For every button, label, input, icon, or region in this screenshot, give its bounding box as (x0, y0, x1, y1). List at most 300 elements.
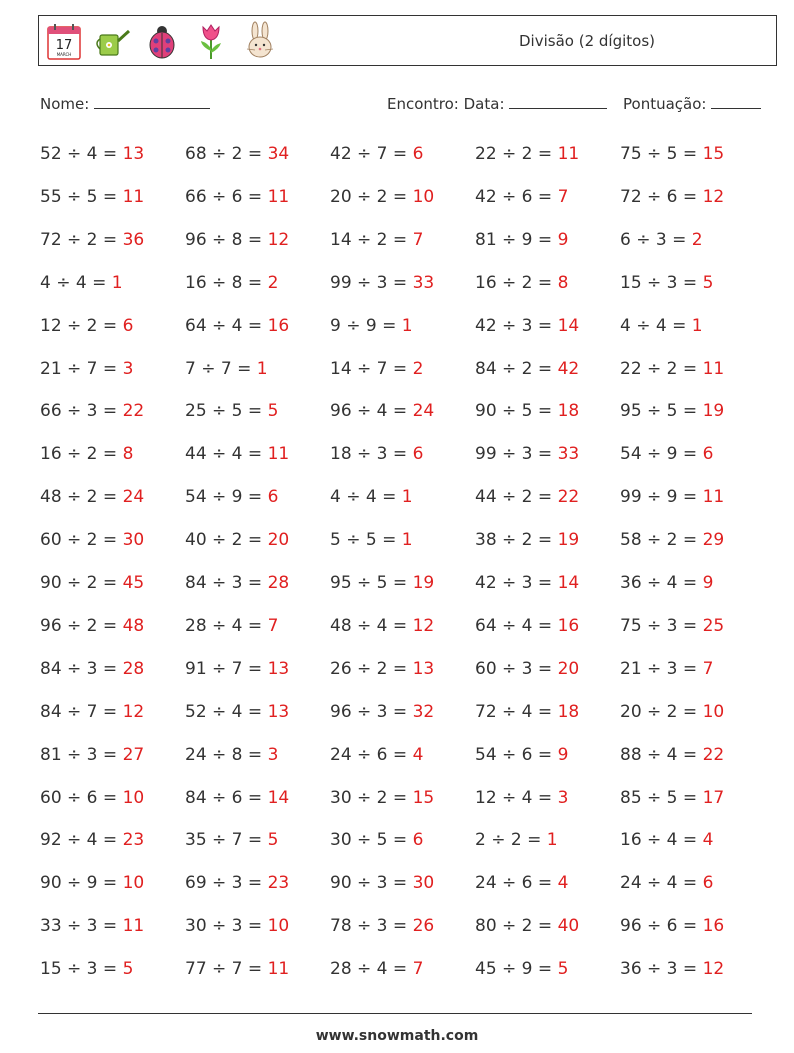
problem-answer: 3 (122, 358, 134, 379)
problem-answer: 1 (401, 487, 413, 508)
problem-item (330, 134, 423, 174)
problem-row (40, 863, 770, 903)
problem-question: 78 ÷ 3 = (330, 916, 413, 937)
problem-question: 96 ÷ 6 = (620, 916, 703, 937)
problem-answer: 11 (122, 186, 145, 207)
problem-answer: 6 (267, 487, 279, 508)
problem-answer: 36 (122, 229, 145, 250)
problem-answer: 19 (412, 573, 435, 593)
score-field (623, 94, 761, 113)
problem-answer: 16 (702, 916, 725, 937)
problem-question: 12 ÷ 2 = (40, 315, 123, 336)
problem-item (330, 306, 413, 346)
problem-question: 38 ÷ 2 = (475, 530, 558, 551)
problem-item (185, 349, 268, 389)
problem-answer: 6 (412, 444, 424, 465)
problem-item (475, 563, 579, 603)
problem-item (185, 863, 289, 903)
problem-answer: 42 (557, 358, 580, 379)
problem-answer: 28 (267, 573, 290, 593)
problem-item (620, 434, 713, 474)
problem-answer: 7 (412, 959, 424, 980)
problem-question: 15 ÷ 3 = (620, 272, 703, 293)
name-blank[interactable] (94, 94, 210, 109)
problem-row (40, 349, 770, 389)
problem-item (330, 606, 434, 646)
problem-answer: 13 (267, 658, 290, 679)
problem-answer: 6 (412, 830, 424, 851)
problem-item (620, 177, 724, 217)
problem-question: 12 ÷ 4 = (475, 787, 558, 808)
problem-question: 84 ÷ 3 = (40, 658, 123, 679)
problem-item (40, 220, 144, 260)
problem-answer: 8 (122, 444, 134, 465)
problem-answer: 5 (267, 401, 279, 422)
problem-item (185, 906, 289, 946)
problem-question: 7 ÷ 7 = (185, 358, 257, 379)
problem-answer: 20 (557, 658, 580, 679)
problem-item (40, 906, 144, 946)
problem-answer: 18 (557, 401, 580, 422)
problem-answer: 1 (401, 530, 413, 551)
problem-item (40, 391, 144, 431)
problem-row (40, 820, 770, 860)
problem-answer: 6 (412, 144, 424, 164)
problem-question: 52 ÷ 4 = (185, 701, 268, 722)
problem-question: 45 ÷ 9 = (475, 959, 558, 980)
problem-item (185, 434, 289, 474)
problem-item (620, 220, 703, 260)
problem-item (475, 263, 568, 303)
problem-answer: 32 (412, 701, 435, 722)
problem-answer: 19 (702, 401, 725, 422)
problem-item (185, 177, 289, 217)
problem-item (620, 349, 724, 389)
problem-item (40, 263, 123, 303)
problem-question: 68 ÷ 2 = (185, 144, 268, 164)
problem-question: 5 ÷ 5 = (330, 530, 402, 551)
problem-question: 96 ÷ 3 = (330, 701, 413, 722)
problem-question: 16 ÷ 2 = (475, 272, 558, 293)
problem-answer: 1 (256, 358, 268, 379)
problem-question: 28 ÷ 4 = (330, 959, 413, 980)
problem-item (330, 863, 434, 903)
problem-answer: 40 (557, 916, 580, 937)
problem-question: 22 ÷ 2 = (620, 358, 703, 379)
problem-item (185, 778, 289, 818)
problem-item (620, 606, 724, 646)
problem-question: 16 ÷ 2 = (40, 444, 123, 465)
problem-item (40, 306, 133, 346)
problem-question: 96 ÷ 2 = (40, 615, 123, 636)
problem-question: 75 ÷ 3 = (620, 615, 703, 636)
problem-question: 88 ÷ 4 = (620, 744, 703, 765)
problem-item (185, 134, 289, 174)
problem-item (620, 263, 713, 303)
problem-answer: 28 (122, 658, 145, 679)
bunny-icon (241, 21, 279, 61)
problem-answer: 17 (702, 787, 725, 808)
problem-answer: 8 (557, 272, 569, 293)
problem-item (40, 177, 144, 217)
problem-answer: 15 (702, 144, 725, 164)
problem-item (620, 863, 713, 903)
problem-item (330, 906, 434, 946)
problem-answer: 3 (557, 787, 569, 808)
problem-question: 54 ÷ 9 = (185, 487, 268, 508)
problem-question: 20 ÷ 2 = (330, 186, 413, 207)
svg-text:MARCH: MARCH (56, 52, 72, 57)
problem-question: 26 ÷ 2 = (330, 658, 413, 679)
problem-item (40, 692, 144, 732)
problem-answer: 18 (557, 701, 580, 722)
problem-answer: 3 (267, 744, 279, 765)
problem-question: 2 ÷ 2 = (475, 830, 547, 851)
problem-item (40, 477, 144, 517)
problem-answer: 29 (702, 530, 725, 551)
problem-question: 77 ÷ 7 = (185, 959, 268, 980)
problem-item (185, 735, 278, 775)
problem-answer: 1 (111, 272, 123, 293)
problem-question: 69 ÷ 3 = (185, 873, 268, 894)
problem-item (185, 520, 289, 560)
problem-answer: 11 (702, 487, 725, 508)
problem-row (40, 520, 770, 560)
problem-question: 22 ÷ 2 = (475, 144, 558, 164)
problem-item (40, 349, 133, 389)
problem-question: 44 ÷ 2 = (475, 487, 558, 508)
problem-question: 42 ÷ 7 = (330, 144, 413, 164)
problem-question: 91 ÷ 7 = (185, 658, 268, 679)
problem-row (40, 906, 770, 946)
problem-question: 92 ÷ 4 = (40, 830, 123, 851)
problem-question: 90 ÷ 9 = (40, 873, 123, 894)
problem-answer: 13 (267, 701, 290, 722)
problem-item (620, 306, 703, 346)
problem-row (40, 735, 770, 775)
problem-question: 99 ÷ 3 = (475, 444, 558, 465)
problem-answer: 5 (267, 830, 279, 851)
problem-item (620, 649, 713, 689)
problem-item (330, 820, 423, 860)
problem-answer: 12 (267, 229, 290, 250)
problem-answer: 22 (702, 744, 725, 765)
problem-item (40, 949, 133, 989)
problem-question: 36 ÷ 4 = (620, 573, 703, 593)
problem-item (330, 735, 423, 775)
ladybug-icon (143, 21, 181, 61)
problem-question: 24 ÷ 6 = (475, 873, 558, 894)
problem-question: 35 ÷ 7 = (185, 830, 268, 851)
problem-item (330, 778, 434, 818)
problem-answer: 16 (267, 315, 290, 336)
problem-item (475, 177, 568, 217)
problem-question: 20 ÷ 2 = (620, 701, 703, 722)
problem-answer: 34 (267, 144, 290, 164)
problem-answer: 13 (122, 144, 145, 164)
problem-answer: 20 (267, 530, 290, 551)
problem-item (330, 649, 434, 689)
problem-question: 60 ÷ 6 = (40, 787, 123, 808)
problem-answer: 6 (702, 873, 714, 894)
problem-answer: 9 (557, 744, 569, 765)
problem-answer: 1 (546, 830, 558, 851)
problem-question: 64 ÷ 4 = (185, 315, 268, 336)
problem-question: 60 ÷ 3 = (475, 658, 558, 679)
problem-question: 52 ÷ 4 = (40, 144, 123, 164)
problem-answer: 24 (412, 401, 435, 422)
problem-answer: 9 (702, 573, 714, 593)
problem-question: 24 ÷ 6 = (330, 744, 413, 765)
problem-question: 30 ÷ 3 = (185, 916, 268, 937)
problem-answer: 5 (702, 272, 714, 293)
problem-answer: 5 (557, 959, 569, 980)
problem-item (475, 735, 568, 775)
problem-question: 44 ÷ 4 = (185, 444, 268, 465)
problem-answer: 10 (267, 916, 290, 937)
problem-question: 81 ÷ 3 = (40, 744, 123, 765)
problem-question: 40 ÷ 2 = (185, 530, 268, 551)
problem-row (40, 134, 770, 174)
problem-row (40, 477, 770, 517)
problem-question: 30 ÷ 2 = (330, 787, 413, 808)
problem-question: 42 ÷ 6 = (475, 186, 558, 207)
problem-item (185, 477, 278, 517)
problem-answer: 24 (122, 487, 145, 508)
problem-answer: 10 (122, 873, 145, 894)
problem-item (185, 306, 289, 346)
problem-question: 21 ÷ 3 = (620, 658, 703, 679)
problem-item (620, 692, 724, 732)
problem-question: 60 ÷ 2 = (40, 530, 123, 551)
problem-answer: 4 (412, 744, 424, 765)
problem-question: 42 ÷ 3 = (475, 315, 558, 336)
problem-question: 30 ÷ 5 = (330, 830, 413, 851)
problem-question: 42 ÷ 3 = (475, 573, 558, 593)
problem-item (475, 134, 579, 174)
problem-answer: 30 (122, 530, 145, 551)
worksheet-title: Divisão (2 dígitos) (519, 32, 655, 50)
problem-question: 28 ÷ 4 = (185, 615, 268, 636)
problem-answer: 33 (412, 272, 435, 293)
problem-item (620, 477, 724, 517)
problem-item (185, 606, 278, 646)
problem-question: 4 ÷ 4 = (330, 487, 402, 508)
problem-item (620, 134, 724, 174)
problem-item (620, 391, 724, 431)
score-label: Pontuação: (623, 95, 707, 113)
problem-answer: 11 (557, 144, 580, 164)
problem-item (330, 434, 423, 474)
problem-item (620, 906, 724, 946)
problem-item (475, 820, 558, 860)
problem-answer: 11 (267, 959, 290, 980)
problem-question: 99 ÷ 9 = (620, 487, 703, 508)
problem-item (620, 778, 724, 818)
problem-item (330, 220, 423, 260)
problem-item (475, 306, 579, 346)
problem-item (185, 692, 289, 732)
problem-item (475, 520, 579, 560)
problem-item (185, 649, 289, 689)
problem-answer: 7 (702, 658, 714, 679)
footer-url: www.snowmath.com (315, 1028, 479, 1044)
problem-item (330, 263, 434, 303)
problem-question: 84 ÷ 6 = (185, 787, 268, 808)
problem-question: 84 ÷ 3 = (185, 573, 268, 593)
problem-question: 4 ÷ 4 = (620, 315, 692, 336)
problem-question: 90 ÷ 3 = (330, 873, 413, 894)
problem-question: 14 ÷ 7 = (330, 358, 413, 379)
problem-item (40, 134, 144, 174)
problem-question: 95 ÷ 5 = (330, 573, 413, 593)
problem-item (475, 349, 579, 389)
problem-question: 48 ÷ 4 = (330, 615, 413, 636)
tulip-icon (192, 21, 230, 61)
problem-item (185, 563, 289, 603)
problem-answer: 2 (412, 358, 424, 379)
problem-question: 24 ÷ 4 = (620, 873, 703, 894)
problem-item (185, 820, 278, 860)
problem-question: 90 ÷ 2 = (40, 573, 123, 593)
problem-item (475, 220, 568, 260)
problem-answer: 48 (122, 615, 145, 636)
problem-item (620, 735, 724, 775)
problem-question: 6 ÷ 3 = (620, 229, 692, 250)
problem-question: 48 ÷ 2 = (40, 487, 123, 508)
problem-question: 99 ÷ 3 = (330, 272, 413, 293)
svg-text:17: 17 (55, 38, 73, 53)
problem-question: 16 ÷ 8 = (185, 272, 268, 293)
problem-question: 80 ÷ 2 = (475, 916, 558, 937)
problem-question: 55 ÷ 5 = (40, 186, 123, 207)
problem-item (40, 520, 144, 560)
problem-answer: 10 (412, 186, 435, 207)
problem-question: 21 ÷ 7 = (40, 358, 123, 379)
problem-item (475, 391, 579, 431)
problem-question: 72 ÷ 6 = (620, 186, 703, 207)
problem-answer: 11 (267, 444, 290, 465)
problem-item (40, 434, 133, 474)
problem-question: 54 ÷ 6 = (475, 744, 558, 765)
problem-answer: 1 (691, 315, 703, 336)
problem-question: 24 ÷ 8 = (185, 744, 268, 765)
date-blank[interactable] (509, 94, 607, 109)
problem-answer: 12 (702, 186, 725, 207)
problem-question: 9 ÷ 9 = (330, 315, 402, 336)
problem-row (40, 434, 770, 474)
problem-answer: 7 (412, 229, 424, 250)
problem-question: 96 ÷ 8 = (185, 229, 268, 250)
problem-item (330, 949, 423, 989)
problem-question: 72 ÷ 4 = (475, 701, 558, 722)
problem-answer: 11 (702, 358, 725, 379)
problem-item (40, 563, 144, 603)
problem-question: 96 ÷ 4 = (330, 401, 413, 422)
watering-can-icon (94, 21, 132, 61)
problem-answer: 12 (412, 615, 435, 636)
problem-answer: 11 (267, 186, 290, 207)
problem-question: 95 ÷ 5 = (620, 401, 703, 422)
problem-item (330, 563, 434, 603)
problem-answer: 11 (122, 916, 145, 937)
problem-answer: 6 (122, 315, 134, 336)
problem-answer: 7 (557, 186, 569, 207)
score-blank[interactable] (711, 94, 761, 109)
worksheet-header (38, 15, 777, 66)
problem-answer: 10 (122, 787, 145, 808)
problem-question: 84 ÷ 2 = (475, 358, 558, 379)
problem-question: 81 ÷ 9 = (475, 229, 558, 250)
problem-answer: 6 (702, 444, 714, 465)
problem-row (40, 606, 770, 646)
problem-question: 36 ÷ 3 = (620, 959, 703, 980)
problem-item (185, 220, 289, 260)
problem-item (330, 692, 434, 732)
problem-answer: 15 (412, 787, 435, 808)
problem-question: 66 ÷ 6 = (185, 186, 268, 207)
problem-item (330, 477, 413, 517)
problem-item (475, 477, 579, 517)
problem-item (475, 949, 568, 989)
problem-question: 16 ÷ 4 = (620, 830, 703, 851)
problem-answer: 33 (557, 444, 580, 465)
problem-question: 84 ÷ 7 = (40, 701, 123, 722)
problem-question: 85 ÷ 5 = (620, 787, 703, 808)
problem-item (475, 434, 579, 474)
problem-question: 14 ÷ 2 = (330, 229, 413, 250)
problem-answer: 26 (412, 916, 435, 937)
name-label: Nome: (40, 95, 90, 113)
problem-item (620, 520, 724, 560)
problem-item (330, 349, 423, 389)
problem-answer: 2 (691, 229, 703, 250)
problem-row (40, 263, 770, 303)
problem-row (40, 778, 770, 818)
footer-divider (38, 1013, 752, 1014)
problem-row (40, 692, 770, 732)
problem-question: 64 ÷ 4 = (475, 615, 558, 636)
problem-item (330, 520, 413, 560)
problem-item (620, 820, 713, 860)
problem-answer: 9 (557, 229, 569, 250)
problem-item (475, 649, 579, 689)
problem-item (40, 778, 144, 818)
date-label: Encontro: Data: (387, 95, 505, 113)
problem-answer: 14 (557, 573, 580, 593)
problem-question: 90 ÷ 5 = (475, 401, 558, 422)
problem-row (40, 177, 770, 217)
problem-answer: 25 (702, 615, 725, 636)
problem-row (40, 306, 770, 346)
problem-row (40, 649, 770, 689)
problem-item (185, 949, 289, 989)
problem-item (475, 863, 568, 903)
problem-answer: 14 (557, 315, 580, 336)
problem-item (475, 906, 579, 946)
problem-answer: 4 (557, 873, 569, 894)
problem-item (40, 606, 144, 646)
problem-item (620, 949, 724, 989)
problem-answer: 27 (122, 744, 145, 765)
problem-question: 15 ÷ 3 = (40, 959, 123, 980)
problem-question: 58 ÷ 2 = (620, 530, 703, 551)
problem-row (40, 949, 770, 989)
problem-answer: 22 (122, 401, 145, 422)
problem-answer: 30 (412, 873, 435, 894)
problem-item (185, 391, 278, 431)
problem-item (475, 692, 579, 732)
